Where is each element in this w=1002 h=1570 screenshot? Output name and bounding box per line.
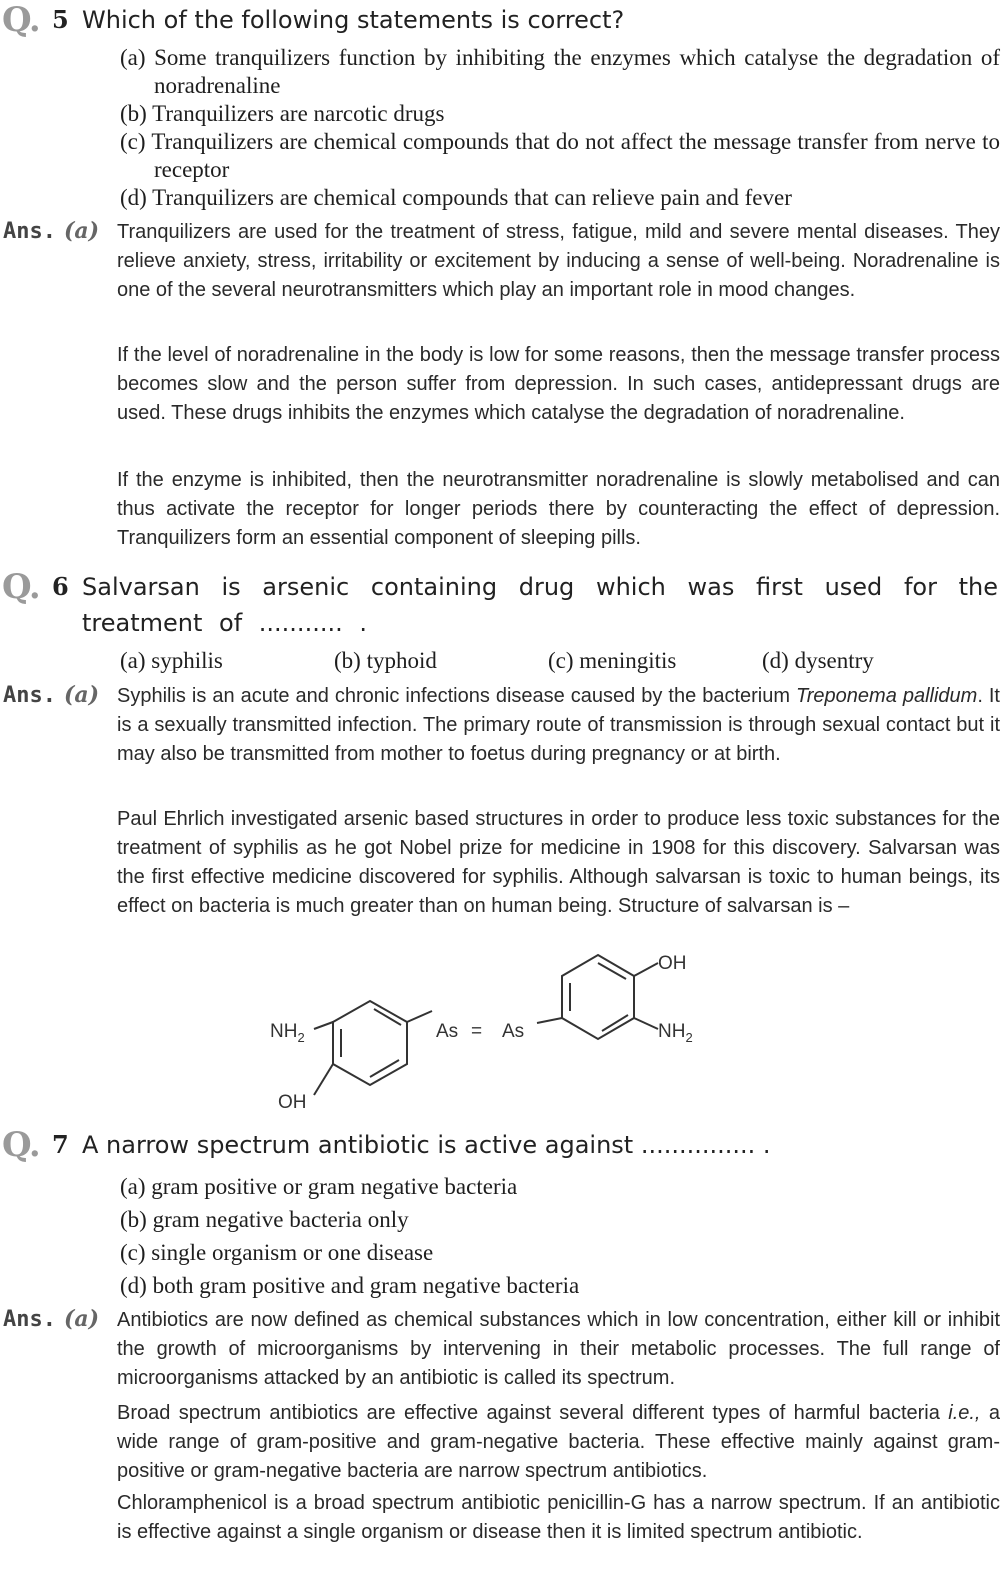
text-run: a wide range of gram-positive and gram-negative bacteria. These effective mainly against gram-positive or gram-negative bacteria are narrow spectrum antibiotics. xyxy=(117,1402,1000,1482)
answer-paragraph: If the enzyme is inhibited, then the neurotransmitter noradrenaline is slowly metabolised and can thus activate the receptor for longer periods there by counteracting the effect of depression. Tranquilizers form an essential component of sleeping pills. xyxy=(117,469,1000,549)
option-c: (c) meningitis xyxy=(548,648,677,673)
option-b: (b) typhoid xyxy=(334,648,437,673)
label-as: As xyxy=(436,1021,459,1042)
answer-word: Ans. xyxy=(3,1307,56,1332)
species-name: Treponema pallidum xyxy=(796,685,978,707)
option-d: (d) both gram positive and gram negative bacteria xyxy=(120,1273,580,1298)
right-benzene-ring xyxy=(562,955,634,1039)
answer-word: Ans. xyxy=(3,683,56,708)
answer-paragraph: Paul Ehrlich investigated arsenic based structures in order to produce less toxic substances for the treatment of syphilis as he got Nobel prize for medicine in 1908 for this discovery. Salvarsan was the first effective medicine discovered for syphilis. Although salvarsan is toxic to human beings, its effect on bacteria is much greater than on human being. Structure of salvarsan is – xyxy=(117,808,1000,917)
answer-paragraph: Antibiotics are now defined as chemical substances which in low concentration, either kill or inhibit the growth of microorganisms by intervening in their metabolic processes. The full range of microorganisms attacked by an antibiotic is called its spectrum. xyxy=(117,1309,1000,1389)
label-as: As xyxy=(502,1021,525,1042)
question-mark: Q. xyxy=(2,1125,40,1165)
left-benzene-ring xyxy=(333,1001,407,1085)
option-a: (a) Some tranquilizers function by inhibiting the enzymes which catalyse the degradation of noradrenaline xyxy=(120,45,1000,98)
answer-paragraph: If the level of noradrenaline in the body is low for some reasons, then the message transfer process becomes slow and the person suffer from depression. In such cases, antidepressant drugs are used. These drugs inhibits the enzymes which catalyse the degradation of noradrenaline. xyxy=(117,344,1000,424)
answer-paragraph xyxy=(117,1399,1000,1486)
question-text: Which of the following statements is correct? xyxy=(82,6,625,34)
question-number: 6 xyxy=(52,572,69,601)
question-5-options xyxy=(120,44,1000,212)
bond-nh2 xyxy=(314,1022,333,1029)
text-run: Syphilis is an acute and chronic infections disease caused by the bacterium xyxy=(117,685,797,707)
label-nh2: $NH_2$ xyxy=(270,1021,305,1045)
answer-paragraph: Chloramphenicol is a broad spectrum antibiotic penicillin-G has a narrow spectrum. If an antibiotic is effective against a single organism or disease then it is limited spectrum antibiotic. xyxy=(117,1492,1000,1543)
answer-label xyxy=(3,682,99,708)
answer-key: (a) xyxy=(63,218,100,244)
bond-as xyxy=(537,1018,562,1023)
bond-nh2 xyxy=(634,1018,658,1029)
question-7-options xyxy=(120,1170,1000,1302)
answer-key: (a) xyxy=(63,1306,100,1332)
label-oh: OH xyxy=(278,1092,307,1113)
option-d: (d) dysentry xyxy=(762,648,874,673)
answer-label xyxy=(3,218,99,244)
answer-key: (a) xyxy=(63,682,100,708)
abbreviation: i.e., xyxy=(948,1402,981,1424)
option-c: (c) Tranquilizers are chemical compounds that do not affect the message transfer from nerve to receptor xyxy=(120,129,1000,182)
ring-double-bond xyxy=(598,963,626,979)
text-run: Broad spectrum antibiotics are effective against several different types of harmful bacteria xyxy=(117,1402,949,1424)
question-mark: Q. xyxy=(2,0,40,40)
ring-double-bond xyxy=(370,1060,399,1077)
question-mark: Q. xyxy=(2,567,40,607)
question-number: 5 xyxy=(52,5,69,34)
label-oh: OH xyxy=(658,953,687,974)
text-run: . It is a sexually transmitted infection. The primary route of transmission is through sexual contact but it may also be transmitted from mother to foetus during pregnancy or at birth. xyxy=(117,685,1000,765)
label-double-bond: = xyxy=(471,1021,483,1042)
answer-label xyxy=(3,1306,99,1332)
bond-as xyxy=(407,1011,432,1022)
option-b: (b) Tranquilizers are narcotic drugs xyxy=(120,101,445,126)
bond-oh xyxy=(634,963,658,976)
option-a: (a) gram positive or gram negative bacteria xyxy=(120,1174,518,1199)
option-a: (a) syphilis xyxy=(120,648,223,673)
option-d: (d) Tranquilizers are chemical compounds that can relieve pain and fever xyxy=(120,185,792,210)
salvarsan-structure-diagram xyxy=(260,945,720,1115)
option-c: (c) single organism or one disease xyxy=(120,1240,434,1265)
bond-oh xyxy=(314,1064,333,1095)
question-number: 7 xyxy=(52,1130,69,1159)
option-b: (b) gram negative bacteria only xyxy=(120,1207,409,1232)
label-nh2: $NH_2$ xyxy=(658,1021,693,1045)
question-text: Salvarsan is arsenic containing drug which was first used for the treatment of ........... . xyxy=(82,573,998,637)
answer-word: Ans. xyxy=(3,219,56,244)
question-text: A narrow spectrum antibiotic is active against ............... . xyxy=(82,1131,771,1159)
answer-paragraph xyxy=(117,682,1000,769)
answer-paragraph: Tranquilizers are used for the treatment of stress, fatigue, mild and severe mental diseases. They relieve anxiety, stress, irritability or excitement by inducing a sense of well-being. Noradrenaline is one of the several neurotransmitters which play an important role in mood changes. xyxy=(117,221,1000,301)
